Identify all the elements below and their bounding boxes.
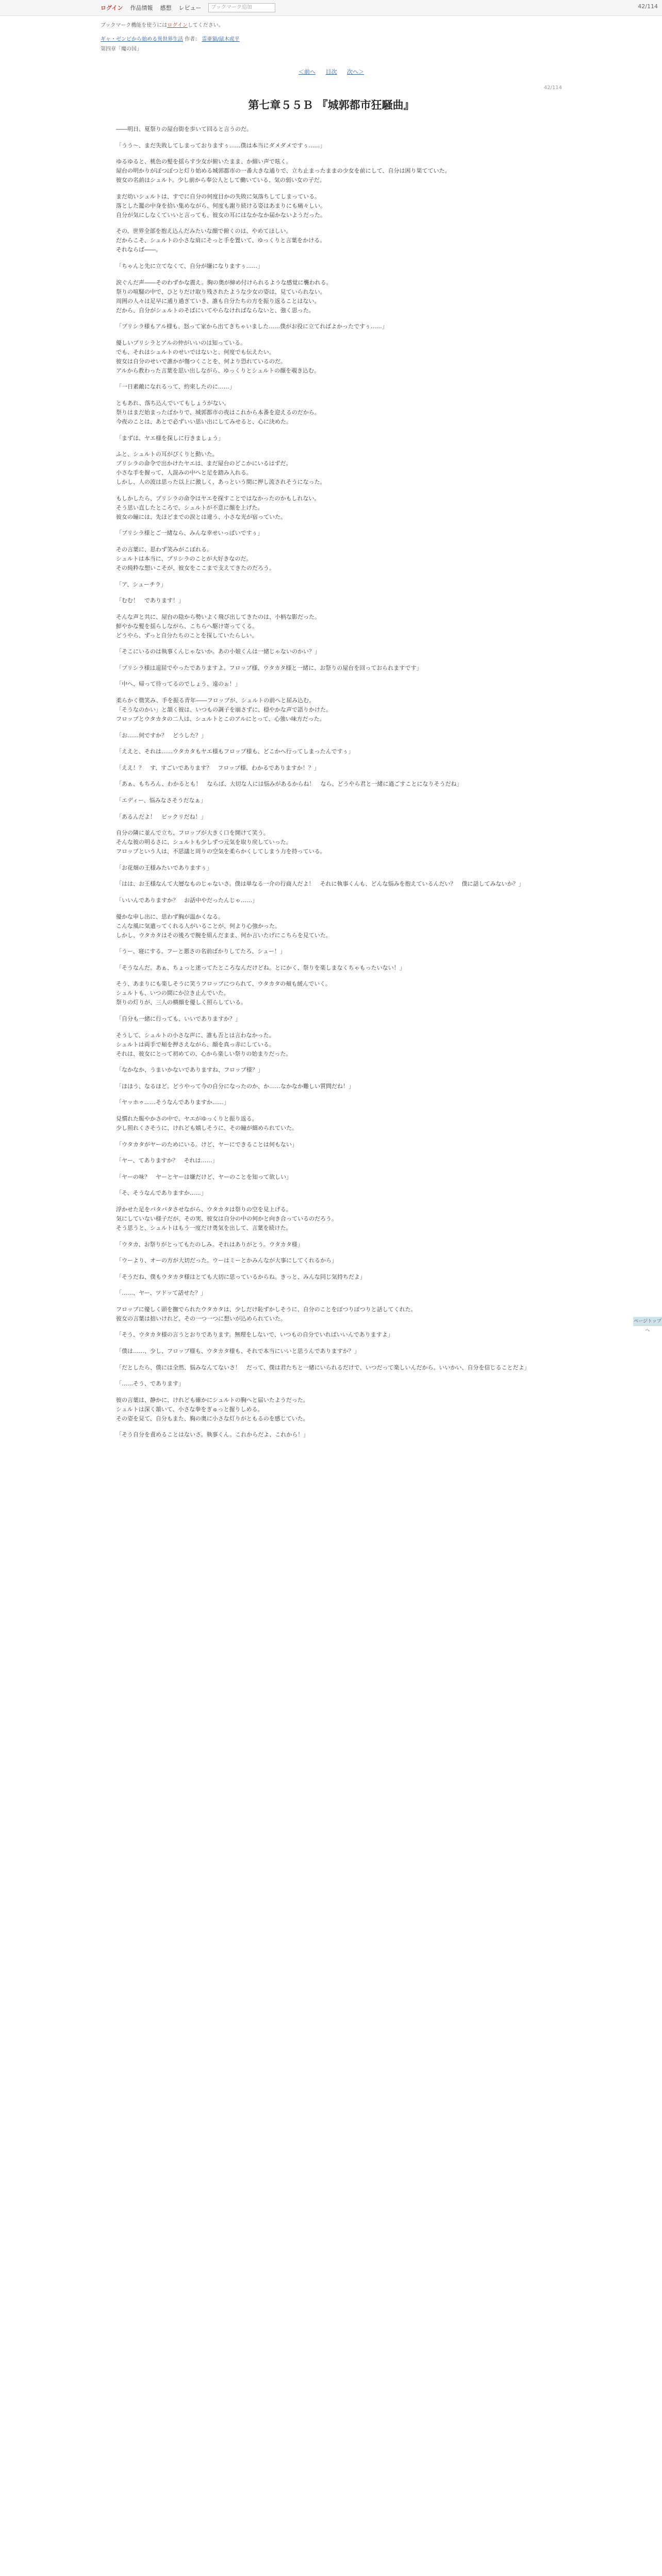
body-paragraph: ふと、シュルトの耳がぴくりと動いた。 プリシラの命令で出かけたヤエは、まだ屋台のどこかにいるはずだ。 小さな手を握って、人混みの中へと足を踏み入れる。 しかし、人の波は思った以上に激しく、あっという間に押し流されそうになった。 — [116, 451, 326, 486]
body-paragraph: 「ほほう、なるほど。どうやって今の自分になったのか、か……なかなか難しい質問だね！」 — [116, 1082, 354, 1090]
breadcrumb — [101, 35, 562, 42]
prev-chapter-link[interactable]: ＜前へ — [299, 69, 316, 75]
body-paragraph: 「そう、ウタカタ様の言うとおりであります。無理をしないで、いつもの自分でいればいいんでありますよ」 — [116, 1331, 393, 1338]
body-paragraph: 「ウタカタがヤーのためにいる。けど、ヤーにできることは何もない」 — [116, 1141, 297, 1148]
body-paragraph: ともあれ、落ち込んでいてもしょうがない。 祭りはまだ始まったばかりで、城郭都市の夜はこれから本番を迎えるのだから。 今夜のことは、あとで必ずいい思い出にしてみせると、心に決めた。 — [116, 399, 320, 425]
part-title: 第四章「魔の国」 — [101, 46, 142, 52]
body-paragraph: まだ幼いシュルトは、すでに自分の何度目かの失敗に気落ちしてしまっている。 落とした籠の中身を拾い集めながら、何度も謝り続ける姿はあまりにも痛々しい。 自分が気にしなくていいと言っても、彼女の耳にはなかなか届かないようだった。 — [116, 193, 326, 218]
body-paragraph: もしかしたら、プリシラの命令はヤエを探すことではなかったのかもしれない。 そう思い直したところで、シュルトが不意に顔を上げた。 彼女の瞳には、先ほどまでの涙とは違う、小さな光が宿っていた。 — [116, 495, 320, 520]
body-paragraph: 優しいプリシラとアルの仲がいいのは知っている。 でも、それはシュルトのせいではないと、何度でも伝えたい。 彼女は自分のせいで誰かが傷つくことを、何より恐れているのだ。 アルから教わった言葉を思い出しながら、ゆっくりとシュルトの顔を覗き込む。 — [116, 339, 320, 374]
body-paragraph: 「プリシラ様は退屈でやったでありますよ。フロップ様、ウタカタ様と一緒に、お祭りの屋台を回っておられますです」 — [116, 664, 422, 671]
body-paragraph: 涙ぐんだ声――そのわずかな震え。胸の奥が締め付けられるような感覚に襲われる。 祭りの喧騒の中で、ひとりだけ取り残されたような少女の姿は、見ていられない。 周囲の人々は足早に通り過ぎていき、誰も自分たちの方を振り返ることはない。 だから、自分がシュルトのそばにいてやらなければならないと、強く思った。 — [116, 279, 332, 314]
body-paragraph: ゆるゆると、桃色の髪を揺らす少女が俯いたまま、か細い声で呟く。 屋台の明かりがぽつぽつと灯り始める城郭都市の一番大きな通りで、立ち止まったままの少女を前にして、自分は困り果てていた。 彼女の名前はシュルト。少し前から奉公人として働いている、気の弱い女の子だ。 — [116, 158, 451, 184]
chapter-body — [101, 125, 562, 1439]
body-paragraph: 「あぁ、もちろん、わかるとも！ ならば、大切な人には悩みがあるからね！ なら、どうやら君と一緒に過ごすことになりそうだね」 — [116, 781, 462, 788]
series-link[interactable]: ギャ・ゼンビから始める異世界生活 — [101, 37, 183, 42]
body-paragraph: 「そう自分を責めることはないさ。執事くん。これからだよ、これから！」 — [116, 1431, 309, 1438]
body-paragraph: 「そ、そうなんでありますか……」 — [116, 1190, 207, 1197]
body-paragraph: 「ヤーの味？ ヤーとヤーは嫌だけど、ヤーのことを知って欲しい」 — [116, 1173, 292, 1180]
nav-link-comments[interactable]: 感想 — [160, 5, 172, 11]
body-paragraph: その言葉に、思わず笑みがこぼれる。 シュルトは本当に、プリシラのことが大好きなのだ。 その純粋な想いこそが、彼女をここまで支えてきたのだろう。 — [116, 546, 275, 571]
body-paragraph: 「そこにいるのは執事くんじゃないか。あの小娘くんは一緒じゃないのかい？」 — [116, 648, 320, 655]
body-paragraph: 「お……何ですか？ どうした？」 — [116, 732, 207, 739]
body-paragraph: 「だとしたら、僕には全然、悩みなんてないさ！ だって、僕は君たちと一緒にいられるだけで、いつだって楽しいんだから。いいかい、自分を信じることだよ」 — [116, 1364, 530, 1371]
body-paragraph: 「はは、お王様なんて大層なものじゃないさ。僕は単なる一介の行商人だよ！ それに執事くんも、どんな悩みを抱えているんだい？ 僕に話してみないか？」 — [116, 880, 524, 888]
body-paragraph: 「プリシラ様もアル様も、怒って家から出てきちゃいました……僕がお役に立てればよかったですぅ……」 — [116, 323, 388, 330]
body-paragraph: 「一日素敵になれるって、約束したのに……」 — [116, 383, 235, 391]
body-paragraph: 「ヤッホゥ……そうなんでありますか……」 — [116, 1099, 229, 1106]
body-paragraph: 「自分も一緒に行っても、いいでありますか？」 — [116, 1015, 241, 1022]
nav-link-review[interactable]: レビュー — [178, 5, 202, 11]
body-paragraph: 「エディー、悩みなさそうだなぁ」 — [116, 797, 206, 804]
body-paragraph: 「プリシラ様とご一緒なら、みんな幸せいっぱいですぅ」 — [116, 530, 263, 537]
body-paragraph: 優かな申し出に、思わず胸が温かくなる。 こんな風に気遣ってくれる人がいることが、何より心強かった。 しかし、ウタカタはその後ろで腕を組んだまま、何か言いたげにこちらを見ていた。 — [116, 913, 332, 939]
body-paragraph: 「ア、シューチラ」 — [116, 581, 167, 588]
body-paragraph: 「中へ、帰って待ってるのでしょう、遠のぉ！」 — [116, 681, 241, 688]
body-paragraph: 「ウタカ、お祭りがとってもたのしみ。それはありがとう。ウタカタ様」 — [116, 1241, 303, 1248]
body-paragraph: 「まずは、ヤエ様を探しに行きましょう」 — [116, 434, 224, 442]
author-link[interactable]: 霊亜猫/鼠木虎平 — [202, 37, 240, 42]
body-paragraph: そう、あまりにも楽しそうに笑うフロップにつられて、ウタカタの頬も緩んでいく。 シュルトも、いつの間にか泣き止んでいた。 祭りの灯りが、三人の横顔を優しく照らしている。 — [116, 980, 332, 1006]
body-paragraph: 「そうだね、僕もウタカタ様はとても大切に思っているからね。きっと、みんな同じ気持ちだよ」 — [116, 1273, 366, 1280]
body-paragraph: 「うう～、まだ失敗してしまっておりますぅ……僕は本当にダメダメですぅ……」 — [116, 142, 326, 149]
next-chapter-link[interactable]: 次へ＞ — [347, 69, 364, 75]
body-paragraph: 「あるんだよ！ ビックリだね！」 — [116, 813, 207, 820]
page-top-button[interactable]: ページトップへ — [633, 1317, 662, 1326]
body-paragraph: フロップに優しく頭を撫でられたウタカタは、少しだけ恥ずかしそうに、自分のことをぽつりぽつりと話してくれた。 彼女の言葉は拙いけれど、その一つ一つに想いが込められていた。 — [116, 1306, 417, 1322]
body-paragraph: ――明日、夏祭りの屋台街を歩いて回ると言うのだ。 — [116, 126, 252, 132]
body-paragraph: 「なかなか、うまいかないでありますね、フロップ様？」 — [116, 1066, 263, 1074]
body-paragraph: 「お花畑の王様みたいでありますぅ」 — [116, 864, 212, 871]
body-paragraph: 「うー、寝にする。フーと悪さの名前ばかりしてたろ、シュー！」 — [116, 948, 286, 955]
chapter-nav — [101, 67, 562, 76]
body-paragraph: 「僕は……、少し、フロップ様も、ウタカタ様も、それで本当にいいと思うんでありますか？」 — [116, 1348, 360, 1355]
page-counter: 42/114 — [638, 3, 658, 10]
bookmark-add-button[interactable]: ブックマーク追加 — [208, 3, 275, 12]
body-paragraph: そんな声と共に、屋台の陰から勢いよく飛び出してきたのは、小柄な影だった。 鮮やかな髪を揺らしながら、こちらへ駆け寄ってくる。 どうやら、ずっと自分たちのことを探していたらしい。 — [116, 613, 320, 639]
chapter-title: 第七章５５Ｂ 『城郭都市狂騒曲』 — [248, 98, 415, 111]
chapter-number: 42/114 — [543, 85, 562, 91]
body-paragraph: そうして、シュルトの小さな声に、誰も否とは言わなかった。 シュルトは両手で頬を押さえながら、顔を真っ赤にしている。 それは、彼女にとって初めての、心から楽しい祭りの始まりだった。 — [116, 1031, 292, 1057]
body-paragraph: 「ええと、それは……ウタカタもヤエ様もフロップ様も、どこかへ行ってしまったんですぅ」 — [116, 748, 354, 755]
body-paragraph: 「ちゃんと先に立てなくて、自分が嫌になりますぅ……」 — [116, 262, 263, 269]
body-paragraph: 「ウーより、オーの方が大切だった。ウーはミーとかみんなが大事にしてくれるから」 — [116, 1257, 337, 1264]
author-label: 作者： — [185, 37, 201, 42]
body-paragraph: 「ええ！？ す、すごいであります？ フロップ様、わかるでありますか！？」 — [116, 764, 320, 771]
body-paragraph: 「いいんでありますか？ お話中やだったんじゃ……」 — [116, 897, 258, 904]
body-paragraph: 「ヤー、てありますか？ それは……」 — [116, 1157, 218, 1164]
login-link[interactable]: ログイン — [101, 5, 123, 11]
body-paragraph: 「……、ヤー、ツドッて話せた？」 — [116, 1290, 207, 1297]
toc-link[interactable]: 目次 — [325, 69, 337, 75]
notice-suffix: してください。 — [187, 23, 224, 28]
body-paragraph: 自分の隣に並んで立ち、フロップが大きく口を開けて笑う。 そんな彼の明るさに、シュルトも少しずつ元気を取り戻していった。 フロップという人は、不思議と周りの空気を柔らかくしてしまう力を持っている。 — [116, 829, 326, 855]
body-paragraph: 「……そう、であります」 — [116, 1380, 184, 1387]
notice-prefix: ブックマーク機能を使うには — [101, 23, 168, 28]
top-nav — [101, 3, 275, 12]
bookmark-notice — [101, 21, 562, 28]
body-paragraph: 見慣れた賑やかさの中で、ヤエがゆっくりと振り返る。 少し照れくさそうに、けれども嬉しそうに、その瞳が細められていた。 — [116, 1115, 297, 1131]
top-bar — [0, 0, 662, 16]
body-paragraph: 浮かせた足をバタバタさせながら、ウタカタは祭りの空を見上げる。 気にしていない様子だが、その実、彼女は自分の中の何かと向き合っているのだろう。 そう思うと、シュルトはもう一度だけ勇気を出して、言葉を続けた。 — [116, 1206, 337, 1231]
body-paragraph: 「むむ！ であります！」 — [116, 597, 184, 604]
body-paragraph: 「そうなんだ。あぁ、ちょっと迷ってたところなんだけどね。とにかく、祭りを楽しまなくちゃもったいない！」 — [116, 964, 405, 971]
main-content — [101, 21, 562, 1447]
body-paragraph: その、世界全部を抱え込んだみたいな顔で俯くのは、やめてほしい。 だからこそ、シュルトの小さな肩にそっと手を置いて、ゆっくりと言葉をかける。 それならば――。 — [116, 228, 326, 253]
nav-link-info[interactable]: 作品情報 — [130, 5, 153, 11]
notice-login-link[interactable]: ログイン — [167, 23, 188, 28]
body-paragraph: 彼の言葉は、静かに、けれども確かにシュルトの胸へと届いたようだった。 シュルトは深く頷いて、小さな拳をぎゅっと握りしめる。 その姿を見て、自分もまた、胸の奥に小さな灯りがともるのを感じていた。 — [116, 1396, 309, 1422]
body-paragraph: 柔らかく微笑み、手を振る青年――フロップが、シュルトの前へと屈み込む。 「そうなのかい」と頷く彼は、いつもの調子を崩さずに、穏やかな声で語りかけた。 フロップとウタカタの二人は、シュルトとこのアルにとって、心強い味方だった。 — [116, 697, 332, 723]
